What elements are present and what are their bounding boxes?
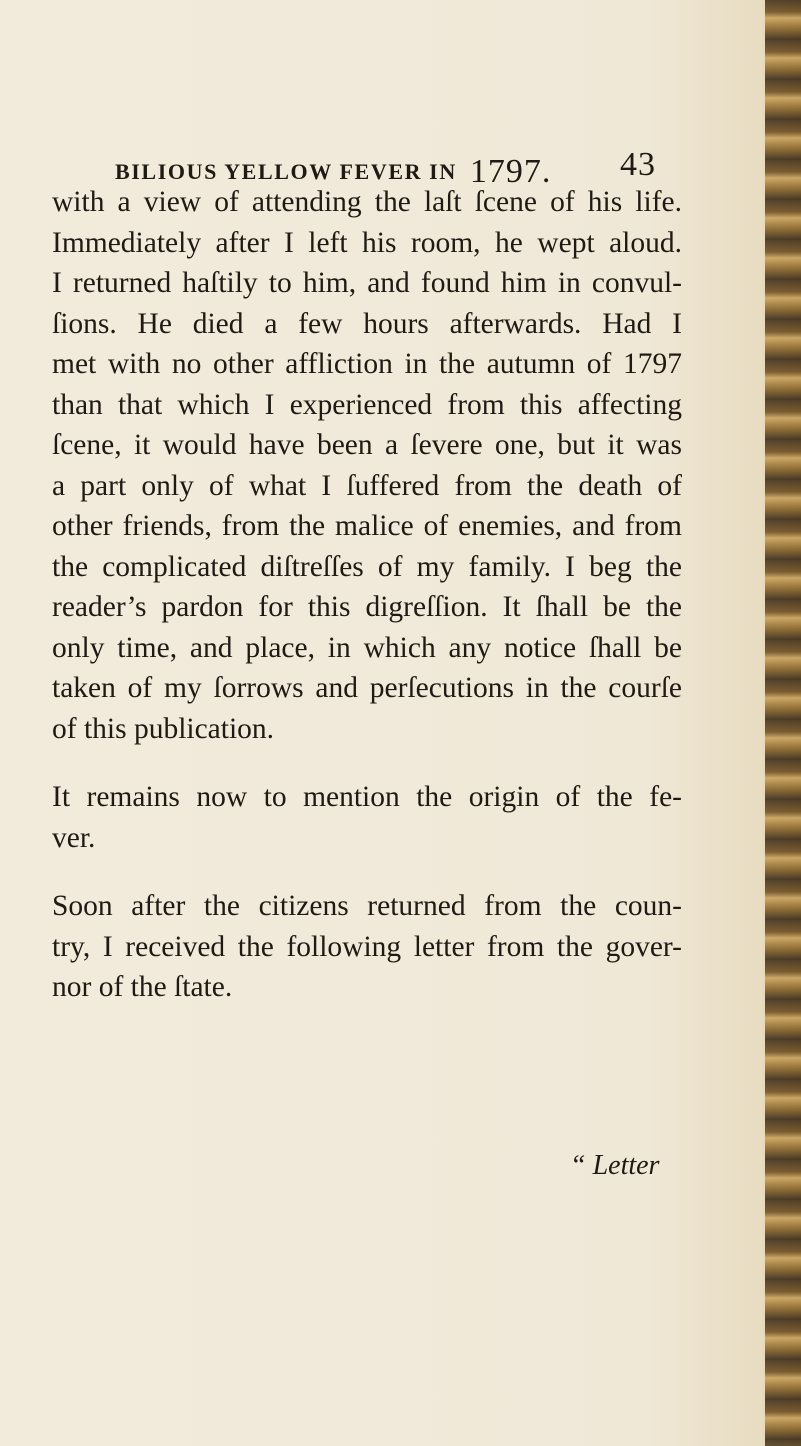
text-line: of this publication.	[52, 712, 275, 745]
paragraph-1	[52, 182, 682, 749]
text-line: reader’s pardon for this digreſſion. It ſhall be the	[52, 591, 682, 623]
text-line: ſcene, it would have been a ſevere one, but it was	[52, 429, 682, 461]
text-line: ver.	[52, 821, 96, 854]
text-line: the complicated diſtreſſes of my family. I beg the	[52, 550, 682, 583]
running-head-year: 1797.	[469, 153, 552, 190]
body-text	[52, 182, 682, 1008]
paragraph-2	[52, 777, 682, 858]
text-line: met with no other affliction in the autumn of 1797	[52, 348, 682, 380]
text-line: taken of my ſorrows and perſecutions in the courſe	[52, 672, 682, 704]
text-line: with a view of attending the laſt ſcene of his life.	[52, 186, 682, 218]
text-line: Soon after the citizens returned from the coun-	[52, 890, 682, 922]
text-line: other friends, from the malice of enemies, and from	[52, 510, 682, 542]
text-line: ſions. He died a few hours afterwards. Had I	[52, 307, 682, 340]
text-line: nor of the ſtate.	[52, 971, 233, 1003]
page-number: 43	[620, 146, 656, 183]
text-line: It remains now to mention the origin of the fe-	[52, 781, 682, 813]
text-line: a part only of what I ſuffered from the death of	[52, 469, 682, 502]
paragraph-3	[52, 886, 682, 1008]
page-edge-binding	[765, 0, 801, 1446]
running-head-title: BILIOUS YELLOW FEVER IN	[115, 159, 457, 184]
text-line: Immediately after I left his room, he wept aloud.	[52, 226, 682, 259]
text-line: try, I received the following letter from the gover-	[52, 930, 682, 963]
text-line: only time, and place, in which any notice ſhall be	[52, 631, 682, 664]
catchword: “ Letter	[570, 1150, 660, 1181]
text-line: than that which I experienced from this affecting	[52, 388, 682, 421]
text-line: I returned haſtily to him, and found him in convul-	[52, 267, 682, 299]
